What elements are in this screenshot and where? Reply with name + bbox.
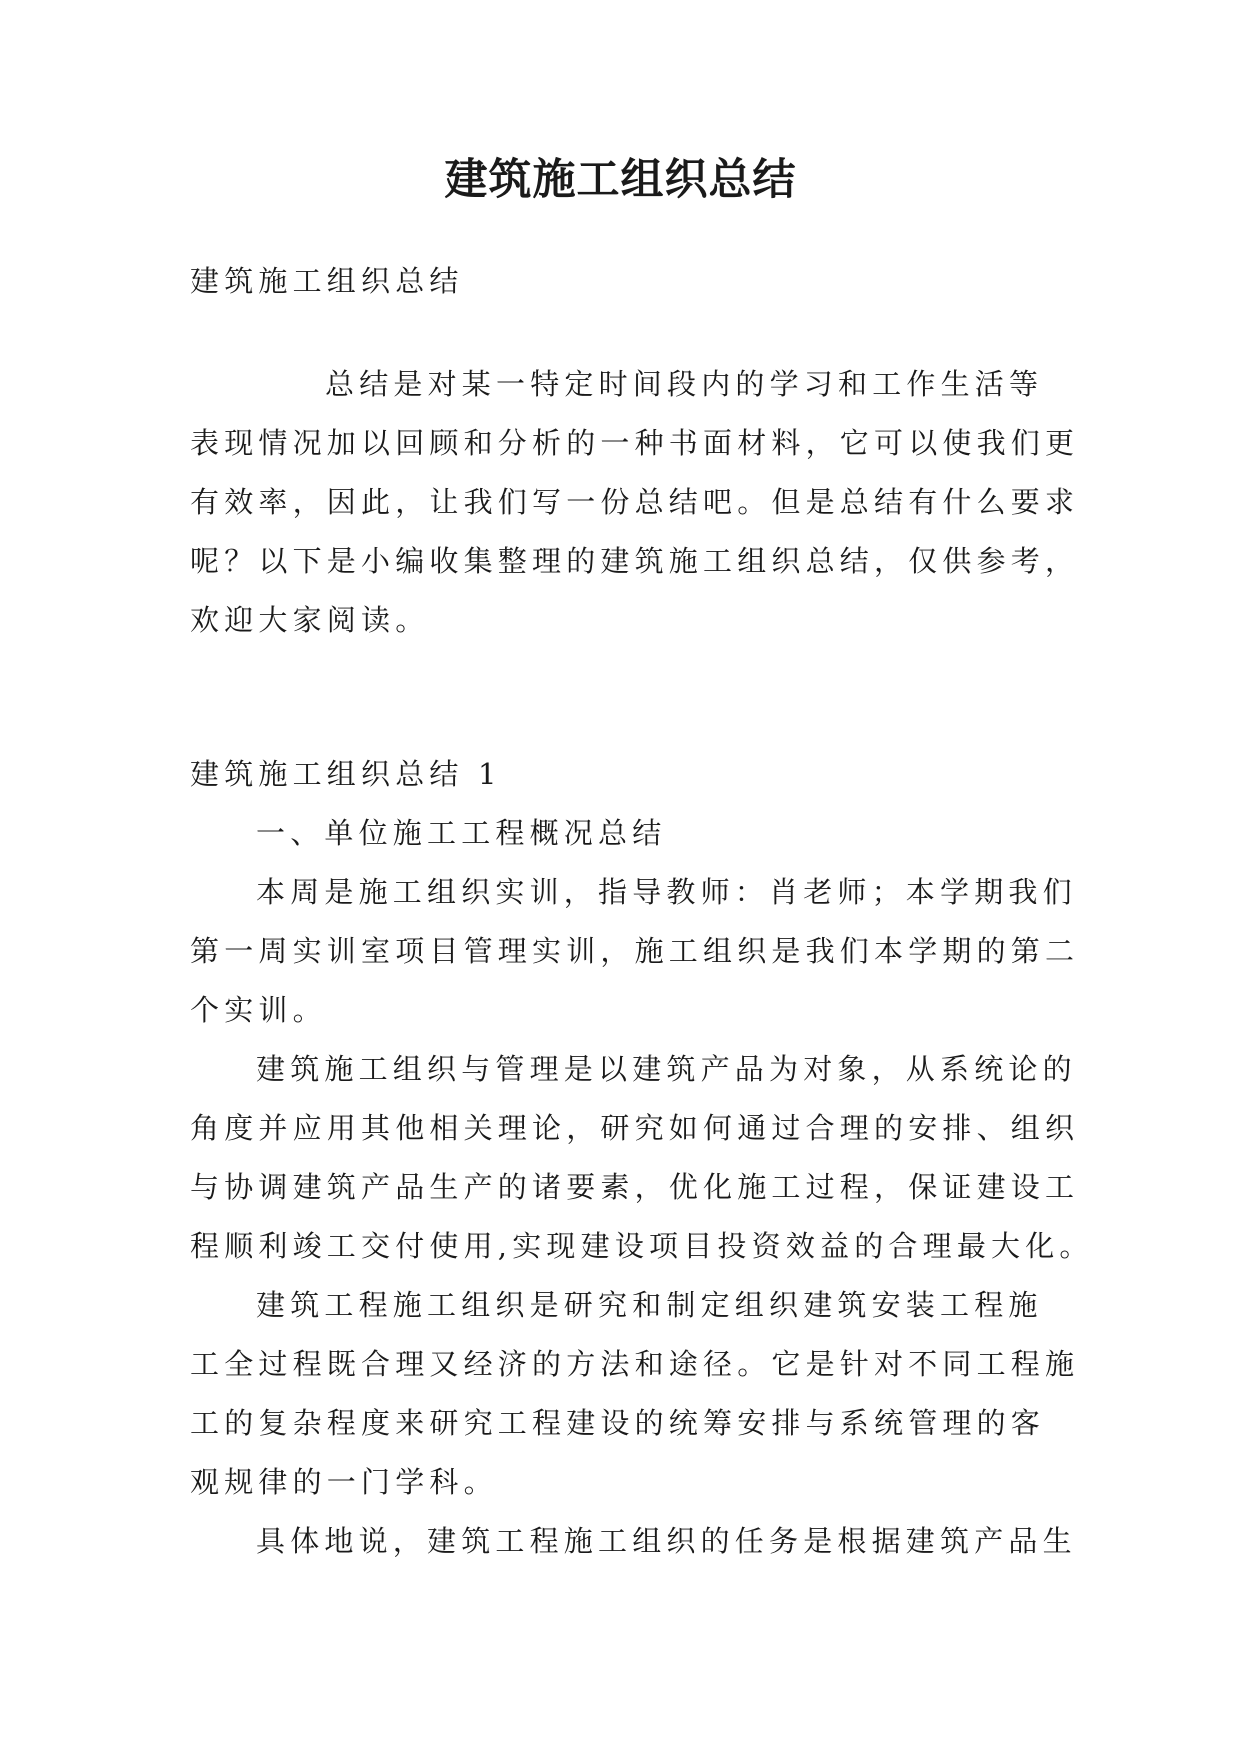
paragraph-line: 总结是对某一特定时间段内的学习和工作生活等 (325, 367, 1044, 401)
subsection-heading (190, 804, 1070, 863)
paragraph-line: 工全过程既合理又经济的方法和途径。它是针对不同工程施 (190, 1347, 1080, 1381)
paragraph-line: 与协调建筑产品生产的诸要素，优化施工过程，保证建设工 (190, 1170, 1080, 1204)
intro-paragraph (190, 355, 1080, 650)
subtitle-line: 建筑施工组织总结 (190, 264, 464, 298)
paragraph-line: 建筑工程施工组织是研究和制定组织建筑安装工程施 (256, 1288, 1043, 1322)
paragraph-1 (190, 863, 1080, 1040)
paragraph-line: 角度并应用其他相关理论，研究如何通过合理的安排、组织 (190, 1111, 1080, 1145)
paragraph-3 (190, 1276, 1080, 1512)
section-heading-text: 建筑施工组织总结 1 (190, 757, 502, 791)
paragraph-line: 工的复杂程度来研究工程建设的统筹安排与系统管理的客 (190, 1406, 1046, 1440)
paragraph-line: 建筑施工组织与管理是以建筑产品为对象，从系统论的 (256, 1052, 1077, 1086)
paragraph-2 (190, 1040, 1094, 1276)
paragraph-line: 第一周实训室项目管理实训，施工组织是我们本学期的第二 (190, 934, 1080, 968)
paragraph-line: 欢迎大家阅读。 (190, 603, 430, 637)
paragraph-4 (190, 1512, 1077, 1571)
paragraph-line: 个实训。 (190, 993, 327, 1027)
paragraph-line: 具体地说，建筑工程施工组织的任务是根据建筑产品生 (256, 1524, 1077, 1558)
subsection-heading-text: 一、单位施工工程概况总结 (256, 816, 667, 850)
paragraph-line: 本周是施工组织实训，指导教师：肖老师；本学期我们 (256, 875, 1077, 909)
paragraph-line: 表现情况加以回顾和分析的一种书面材料，它可以使我们更 (190, 426, 1080, 460)
paragraph-line: 观规律的一门学科。 (190, 1465, 498, 1499)
paragraph-line: 有效率，因此，让我们写一份总结吧。但是总结有什么要求 (190, 485, 1080, 519)
document-title: 建筑施工组织总结 (444, 155, 797, 205)
paragraph-line: 呢？以下是小编收集整理的建筑施工组织总结，仅供参考， (190, 544, 1080, 578)
paragraph-line: 程顺利竣工交付使用,实现建设项目投资效益的合理最大化。 (190, 1229, 1094, 1263)
section-heading (190, 745, 1070, 804)
document-subtitle (190, 252, 1070, 311)
